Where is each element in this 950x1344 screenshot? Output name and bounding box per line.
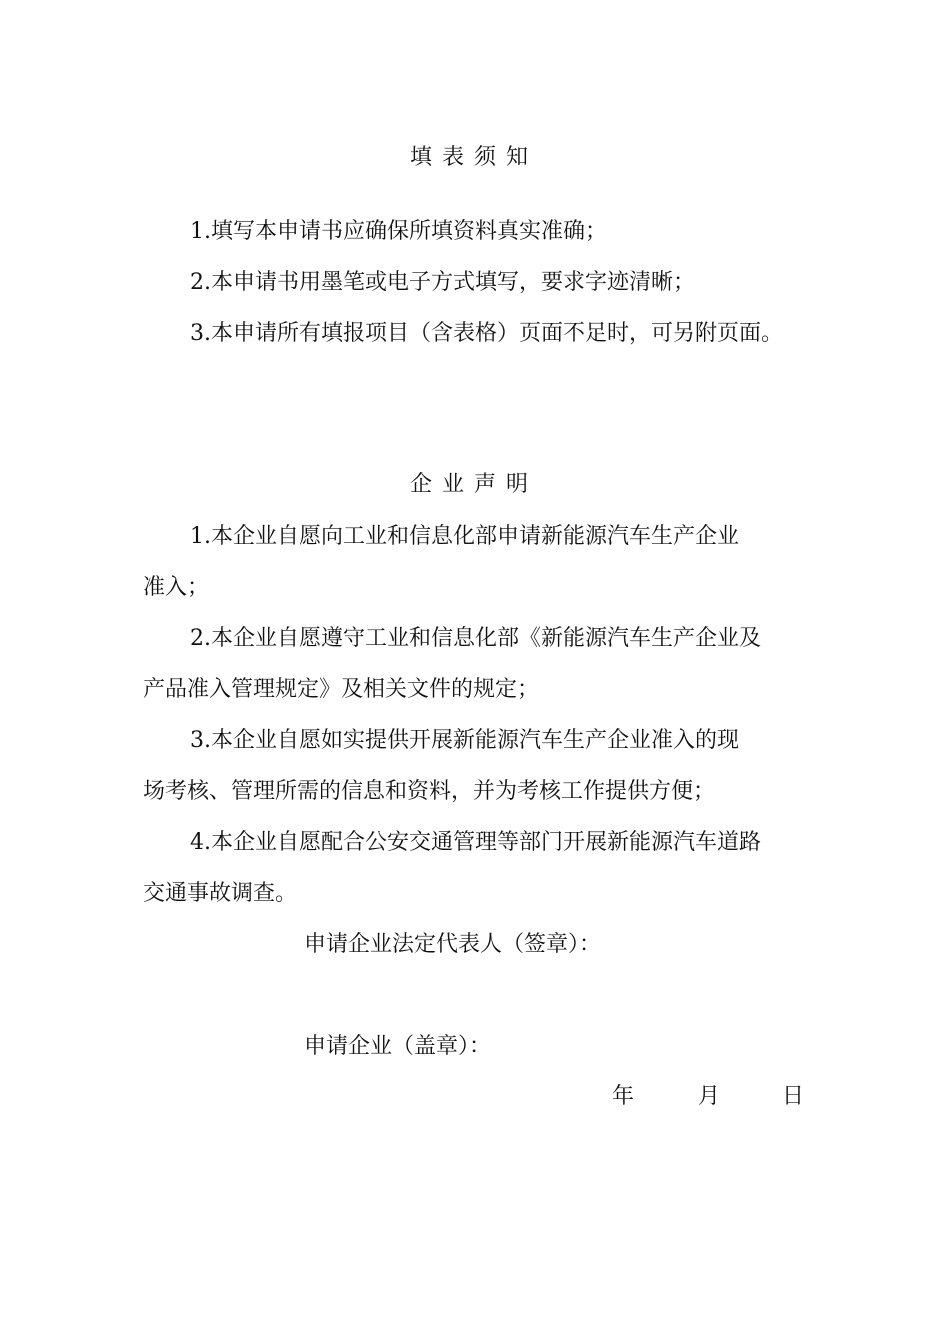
- declaration-line-1: 1.本企业自愿向工业和信息化部申请新能源汽车生产企业: [190, 524, 739, 549]
- date-month-label: 月: [698, 1084, 721, 1109]
- declaration-line-7: 4.本企业自愿配合公安交通管理等部门开展新能源汽车道路: [190, 830, 761, 855]
- date-year-label: 年: [612, 1084, 635, 1109]
- declaration-line-6: 场考核、管理所需的信息和资料，并为考核工作提供方便；: [143, 779, 716, 804]
- declaration-line-8: 交通事故调查。: [143, 881, 298, 906]
- notice-item-3: 3.本申请所有填报项目（含表格）页面不足时，可另附页面。: [190, 321, 783, 346]
- notice-item-1: 1.填写本申请书应确保所填资料真实准确；: [190, 219, 607, 244]
- company-seal-label: 申请企业（盖章）：: [304, 1034, 492, 1059]
- representative-signature-label: 申请企业法定代表人（签章）：: [304, 932, 602, 957]
- declaration-title: 企业声明: [410, 472, 539, 497]
- notice-title: 填表须知: [410, 145, 539, 170]
- declaration-line-3: 2.本企业自愿遵守工业和信息化部《新能源汽车生产企业及: [190, 626, 761, 651]
- date-day-label: 日: [782, 1084, 805, 1109]
- notice-item-2: 2.本申请书用墨笔或电子方式填写，要求字迹清晰；: [190, 270, 695, 295]
- declaration-line-5: 3.本企业自愿如实提供开展新能源汽车生产企业准入的现: [190, 728, 739, 753]
- declaration-line-4: 产品准入管理规定》及相关文件的规定；: [143, 677, 540, 702]
- declaration-line-2: 准入；: [143, 575, 210, 600]
